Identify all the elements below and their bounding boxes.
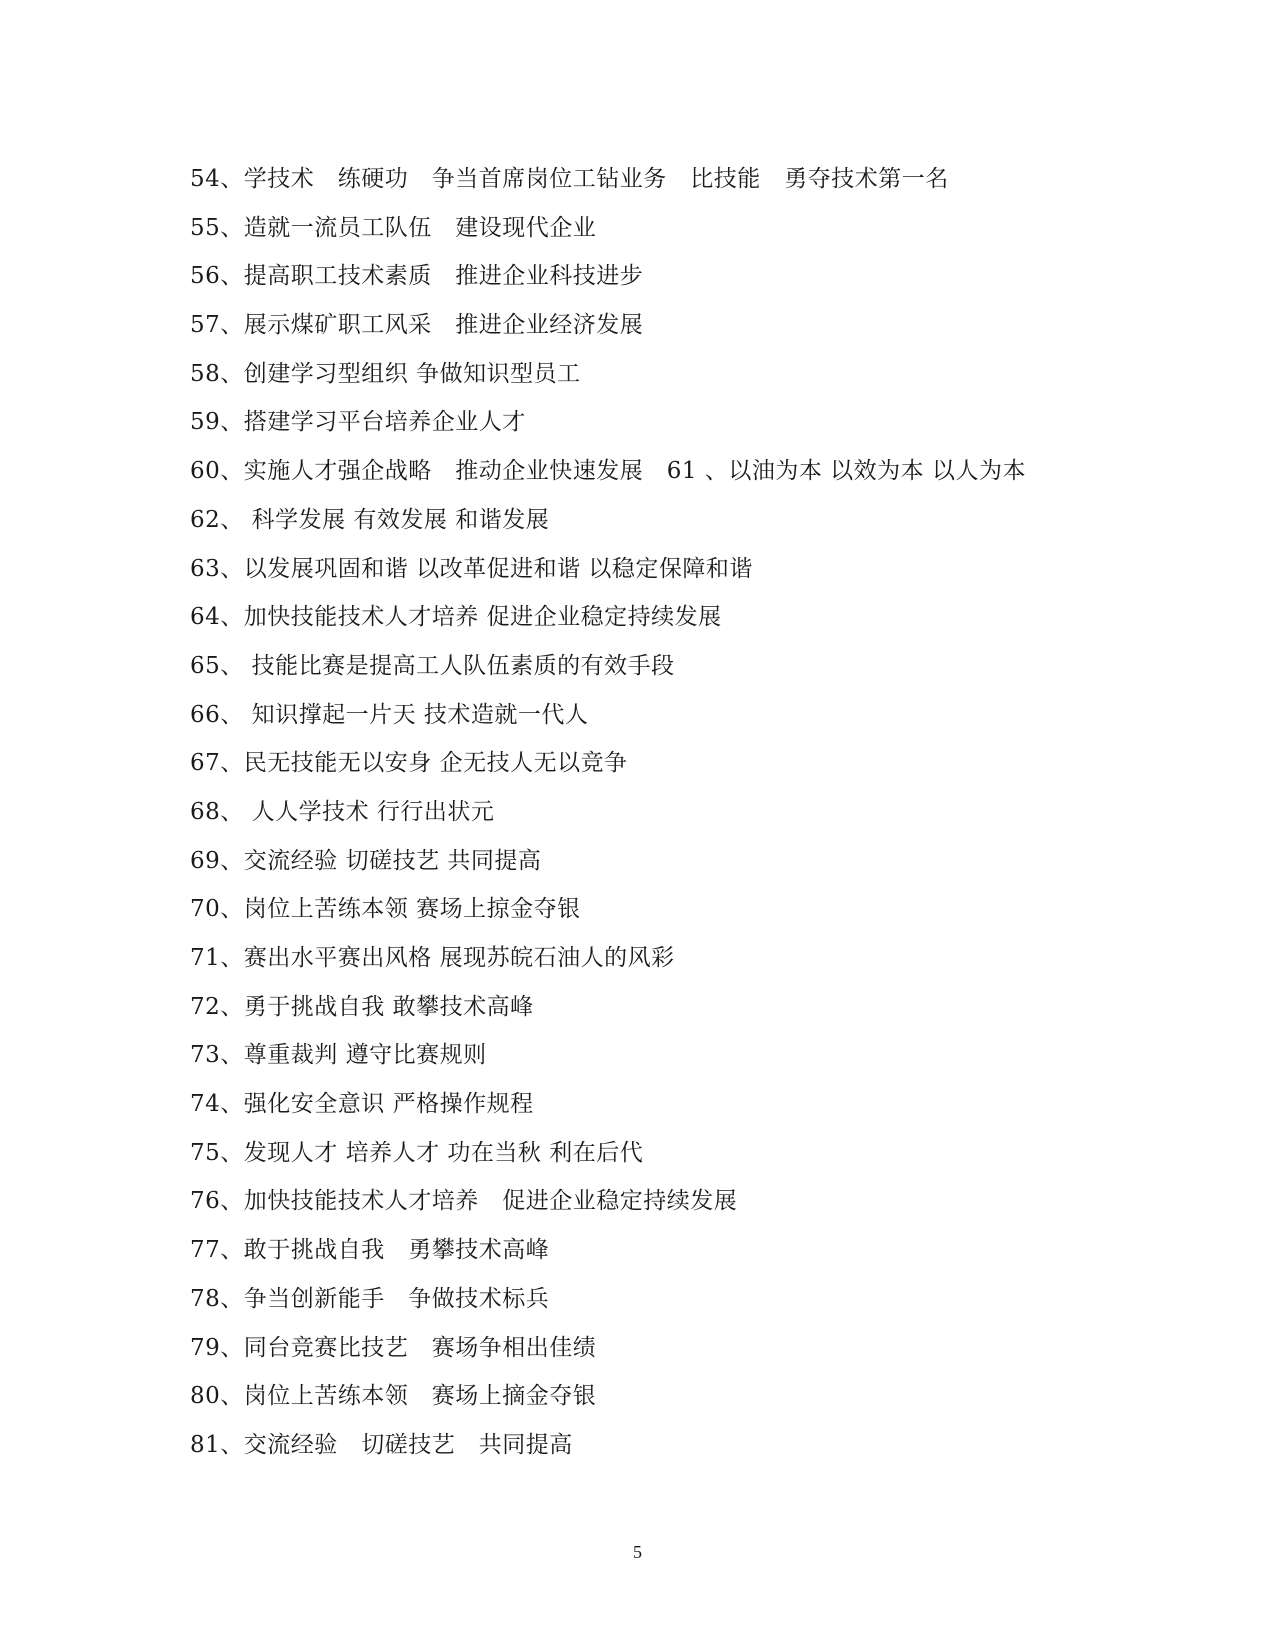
slogan-line-57: 57、展示煤矿职工风采 推进企业经济发展	[190, 312, 644, 339]
slogan-line-80: 80、岗位上苦练本领 赛场上摘金夺银	[190, 1383, 597, 1410]
slogan-line-68: 68、 人人学技术 行行出状元	[190, 798, 495, 825]
slogan-line-59: 59、搭建学习平台培养企业人才	[190, 409, 526, 436]
slogan-line-69: 69、交流经验 切磋技艺 共同提高	[190, 847, 542, 874]
slogan-line-62: 62、 科学发展 有效发展 和谐发展	[190, 506, 550, 533]
slogan-line-55: 55、造就一流员工队伍 建设现代企业	[190, 214, 597, 241]
slogan-line-79: 79、同台竞赛比技艺 赛场争相出佳绩	[190, 1334, 597, 1361]
slogan-line-60-61: 60、实施人才强企战略 推动企业快速发展 61 、以油为本 以效为本 以人为本	[190, 458, 1026, 485]
slogan-line-66: 66、 知识撑起一片天 技术造就一代人	[190, 701, 589, 728]
slogan-line-81: 81、交流经验 切磋技艺 共同提高	[190, 1431, 573, 1458]
page-number: 5	[633, 1542, 642, 1562]
slogan-line-65: 65、 技能比赛是提高工人队伍素质的有效手段	[190, 652, 675, 679]
slogan-list	[190, 155, 1110, 1470]
slogan-line-56: 56、提高职工技术素质 推进企业科技进步	[190, 263, 644, 290]
slogan-line-71: 71、赛出水平赛出风格 展现苏皖石油人的风彩	[190, 945, 675, 971]
slogan-line-58: 58、创建学习型组织 争做知识型员工	[190, 360, 581, 387]
slogan-line-78: 78、争当创新能手 争做技术标兵	[190, 1285, 550, 1312]
slogan-line-74: 74、强化安全意识 严格操作规程	[190, 1091, 534, 1118]
slogan-line-76: 76、加快技能技术人才培养 促进企业稳定持续发展	[190, 1188, 738, 1215]
slogan-line-70: 70、岗位上苦练本领 赛场上掠金夺银	[190, 896, 581, 923]
slogan-line-75: 75、发现人才 培养人才 功在当秋 利在后代	[190, 1139, 644, 1166]
slogan-line-73: 73、尊重裁判 遵守比赛规则	[190, 1042, 487, 1069]
slogan-line-54: 54、学技术 练硬功 争当首席岗位工钻业务 比技能 勇夺技术第一名	[190, 166, 949, 192]
slogan-line-64: 64、加快技能技术人才培养 促进企业稳定持续发展	[190, 604, 722, 631]
slogan-line-67: 67、民无技能无以安身 企无技人无以竞争	[190, 750, 628, 777]
slogan-line-77: 77、敢于挑战自我 勇攀技术高峰	[190, 1237, 550, 1264]
slogan-line-72: 72、勇于挑战自我 敢攀技术高峰	[190, 993, 534, 1020]
slogan-line-63: 63、以发展巩固和谐 以改革促进和谐 以稳定保障和谐	[190, 555, 753, 582]
